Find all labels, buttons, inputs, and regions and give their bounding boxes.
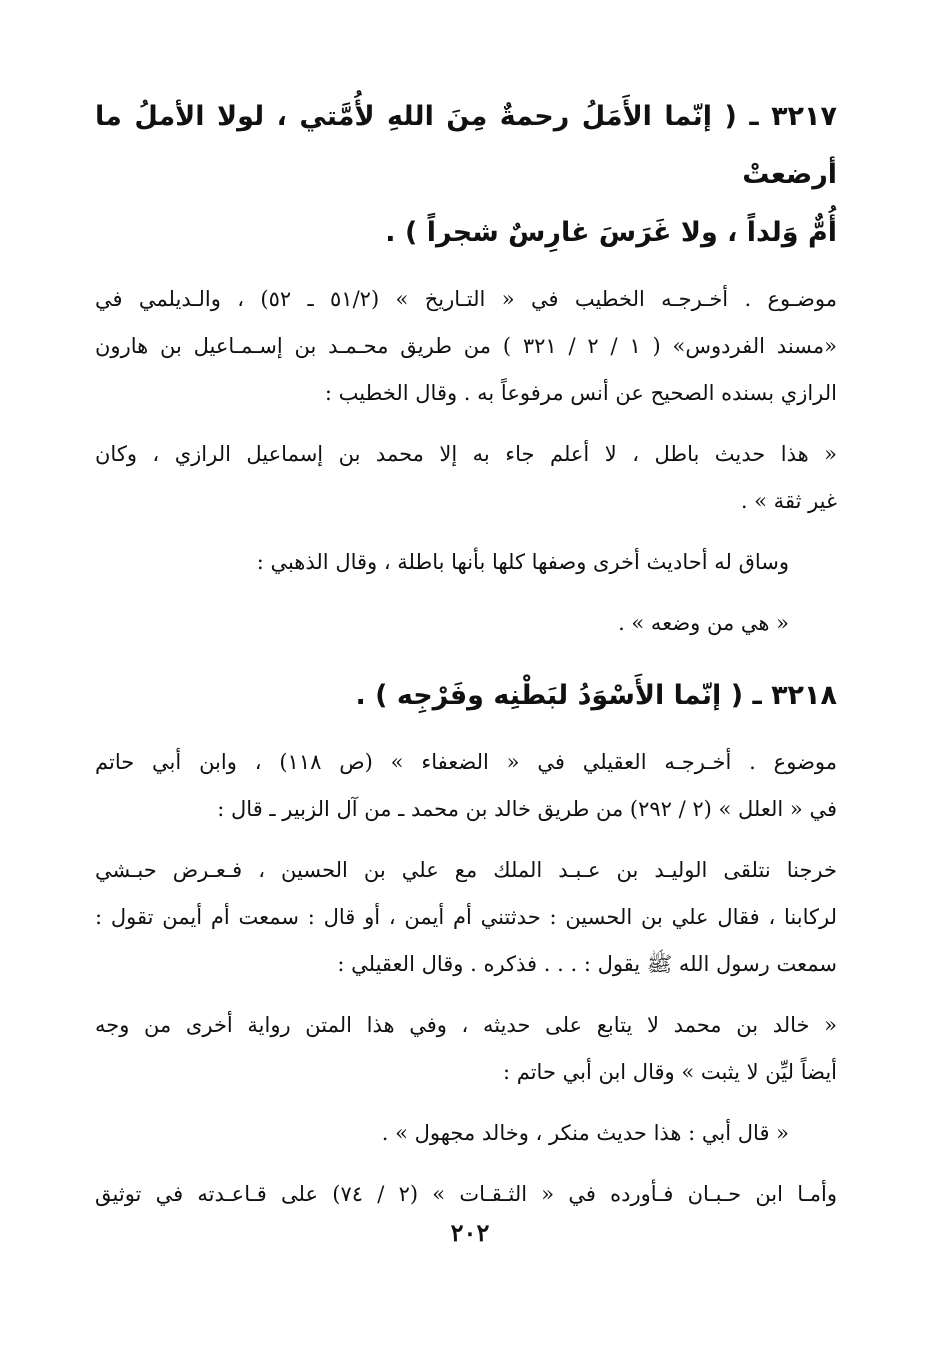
hadith-heading-3217 [95,88,837,262]
text-line: في « العلل » (٢ / ٢٩٢) من طريق خالد بن محمد ـ من آل الزبير ـ قال : [217,797,837,821]
takhrij-paragraph [95,276,837,417]
text-line: «مسند الفردوس» ( ١ / ٢ / ٣٢١ ) من طريق محـمـد بن إسـمـاعيل بن هارون [95,334,837,358]
text-line: « خالد بن محمد لا يتابع على حديثه ، وفي هذا المتن رواية أخرى من وجه [95,1013,837,1037]
heading-line: ٣٢١٨ ـ ( إنّما الأَسْوَدُ لبَطْنِه وفَرْجِه ) . [355,680,837,711]
hadith-heading-3218 [95,667,837,725]
text-line: موضـوع . أخـرجـه الخطيب في « التـاريخ » (٥١/٢ ـ ٥٢) ، والـديلمي في [95,287,837,311]
narration-paragraph [95,847,837,988]
heading-line: ٣٢١٧ ـ ( إنّما الأَمَلُ رحمةٌ مِنَ اللهِ لأُمَّتي ، لولا الأملُ ما أرضعتْ [95,101,837,190]
page-number: ٢٠٢ [450,1218,490,1247]
text-line: أيضاً ليِّن لا يثبت » وقال ابن أبي حاتم : [502,1060,837,1084]
heading-line: أُمٌّ وَلداً ، ولا غَرَسَ غارِسٌ شجراً ) . [385,217,837,248]
quotation-paragraph [95,431,837,525]
text-line: لركابنا ، فقال علي بن الحسين : حدثتني أم أيمن ، أو قال : سمعت أم أيمن تقول : [95,905,837,929]
text-line: « قال أبي : هذا حديث منكر ، وخالد مجهول » . [381,1121,789,1145]
quotation-paragraph [95,1002,837,1096]
text-line: غير ثقة » . [740,489,837,513]
text-line: خرجنا نتلقى الوليـد بن عـبـد الملك مع علي بن الحسين ، فـعـرض حبـشي [95,858,837,882]
text-line: الرازي بسنده الصحيح عن أنس مرفوعاً به . وقال الخطيب : [324,381,837,405]
takhrij-paragraph [95,739,837,833]
quotation-paragraph [95,1110,837,1157]
text-line: سمعت رسول الله ﷺ يقول : . . . فذكره . وقال العقيلي : [337,952,837,976]
text-line: « هي من وضعه » . [618,611,789,635]
commentary-paragraph [95,539,837,586]
page-body [95,88,837,1218]
text-line: « هذا حديث باطل ، لا أعلم جاء به إلا محمد بن إسماعيل الرازي ، وكان [95,442,837,466]
commentary-paragraph [95,1171,837,1218]
text-line: وأمـا ابن حـبـان فـأورده في « الثـقـات » (٢ / ٧٤) على قـاعـدته في توثيق [95,1182,837,1206]
quotation-paragraph [95,600,837,647]
text-line: وساق له أحاديث أخرى وصفها كلها بأنها باطلة ، وقال الذهبي : [256,550,789,574]
text-line: موضوع . أخـرجـه العقيلي في « الضعفاء » (ص ١١٨) ، وابن أبي حاتم [95,750,837,774]
